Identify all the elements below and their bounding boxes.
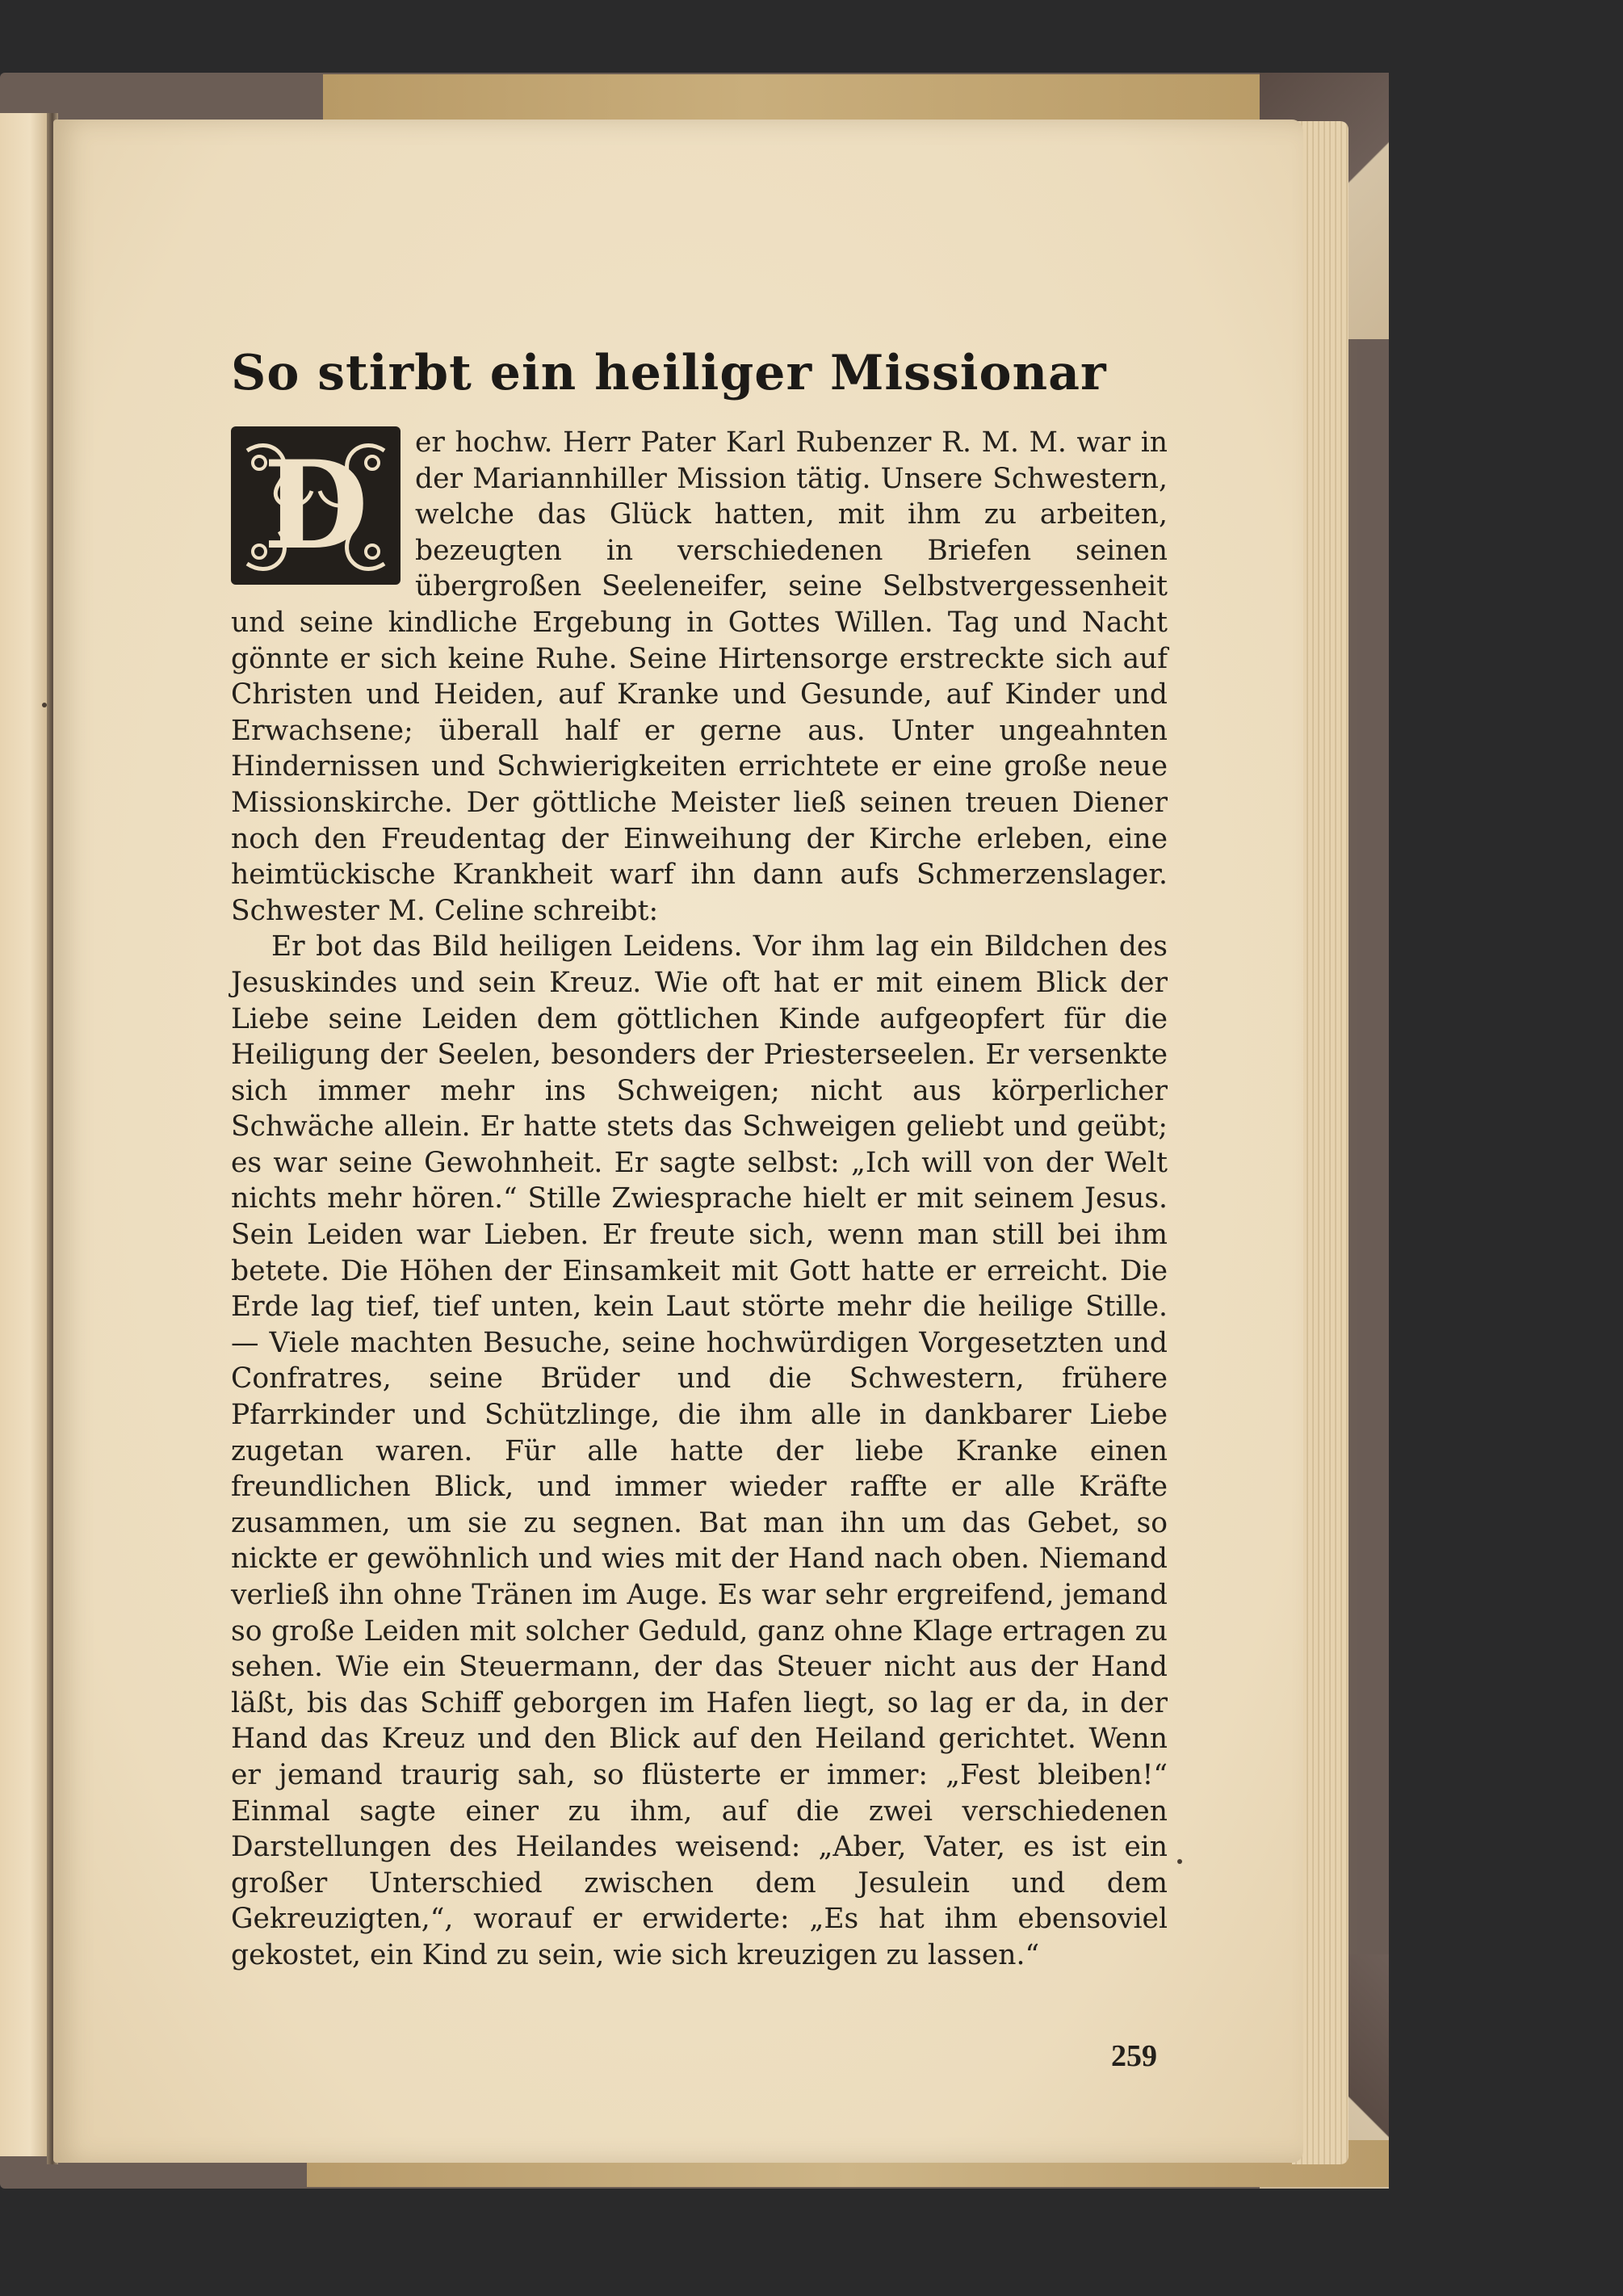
page-number: 259: [1111, 2039, 1157, 2073]
cover-right-edge: [1357, 73, 1389, 2189]
speck: [1177, 1859, 1182, 1864]
dropcap-letter: D: [262, 434, 369, 577]
quote-paragraph: Er bot das Bild heiligen Leidens. Vor ihm lag ein Bildchen des Jesuskindes und sein Kreuz. Wie oft hat er mit einem Blick der Liebe seine Leiden dem göttlichen Kinde aufgeopfert für die Heiligung der Seelen, besonders der Priesterseelen. Er versenkte sich immer mehr ins Schweigen; nicht aus körperlicher Schwäche allein. Er hatte stets das Schweigen geliebt und geübt; es war seine Gewohnheit. Er sagte selbst: „Ich will von der Welt nichts mehr hören.“ Stille Zwiesprache hielt er mit seinem Jesus. Sein Leiden war Lieben. Er freute sich, wenn man still bei ihm betete. Die Höhen der Einsamkeit mit Gott hatte er erreicht. Die Erde lag tief, tief unten, kein Laut störte mehr die heilige Stille. — Viele machten Besuche, seine hochwürdigen Vorgesetzten und Confratres, seine Brüder und die Schwestern, frühere Pfarrkinder und Schützlinge, die ihm alle in dankbarer Liebe zugetan waren. Für alle hatte der liebe Kranke einen freundlichen Blick, und immer wieder raffte er alle Kräfte zusammen, um sie zu segnen. Bat man ihn um das Gebet, so nickte er gewöhnlich und wies mit der Hand nach oben. Niemand verließ ihn ohne Tränen im Auge. Es war sehr ergreifend, jemand so große Leiden mit solcher Geduld, ganz ohne Klage ertragen zu sehen. Wie ein Steuermann, der das Steuer nicht aus der Hand läßt, bis das Schiff geborgen im Hafen liegt, so lag er da, in der Hand das Kreuz und den Blick auf den Heiland gerichtet. Wenn er jemand traurig sah, so flüsterte er immer: „Fest bleiben!“ Einmal sagte einer zu ihm, auf die zwei verschiedenen Darstellungen des Heilandes weisend: „Aber, Vater, es ist ein großer Unterschied zwischen dem Jesulein und dem Gekreuzigten,“, worauf er erwiderte: „Es hat ihm ebensoviel gekostet, ein Kind zu sein, wie sich kreuzigen zu lassen.“: [231, 930, 1168, 1971]
article-title: So stirbt ein heiliger Missionar: [231, 345, 1107, 401]
page-content: [231, 344, 1168, 1974]
speck: [42, 703, 47, 707]
previous-page-sliver: [0, 113, 50, 2156]
page: [53, 120, 1303, 2163]
cover-top-edge: [323, 74, 1389, 123]
ornamental-dropcap: [231, 426, 401, 585]
intro-paragraph: er hochw. Herr Pater Karl Rubenzer R. M. M. war in der Mariannhiller Mission tätig. Unsere Schwestern, welche das Glück hatten, mit ihm zu arbeiten, bezeugten in verschiedenen Briefen seinen übergroßen Seeleneifer, seine Selbstvergessenheit und seine kindliche Ergebung in Gottes Willen. Tag und Nacht gönnte er sich keine Ruhe. Seine Hirtensorge erstreckte sich auf Christen und Heiden, auf Kranke und Gesunde, auf Kinder und Erwachsene; überall half er gerne aus. Unter ungeahnten Hindernissen und Schwierigkeiten errichtete er eine große neue Missionskirche. Der göttliche Meister ließ seinen treuen Diener noch den Freudentag der Einweihung der Kirche erleben, eine heimtückische Krankheit warf ihn dann aufs Schmerzenslager. Schwester M. Celine schreibt:: [231, 426, 1168, 927]
intro-paragraph-block: [231, 425, 1168, 929]
